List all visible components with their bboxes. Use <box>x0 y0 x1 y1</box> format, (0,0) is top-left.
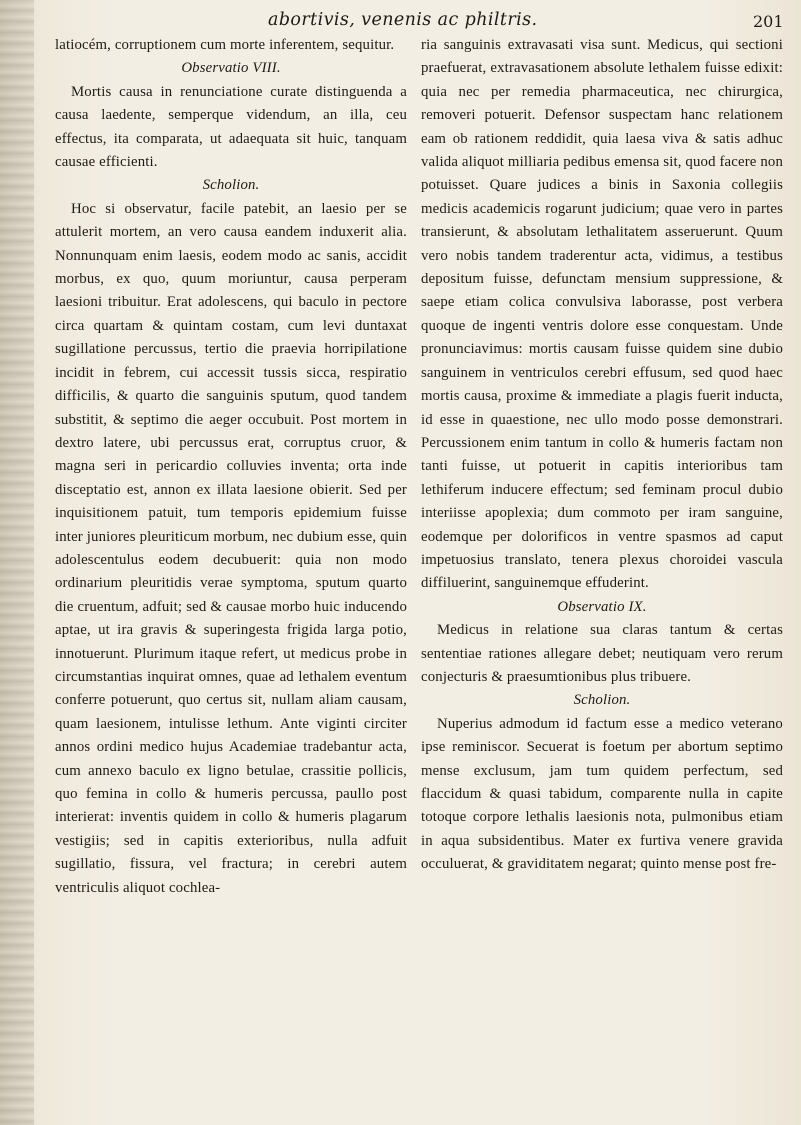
left-column <box>55 34 407 1119</box>
running-head-title: abortivis, venenis ac philtris. <box>268 10 538 30</box>
body-paragraph: Medicus in relatione sua claras tantum & certas sententiae rationes allegare debet; neutiquam vero rerum conjecturis & praesumtionibus plus tribuere. <box>421 622 783 685</box>
section-heading: Scholion. <box>573 692 631 709</box>
binding-gutter <box>0 0 34 1125</box>
body-paragraph: Mortis causa in renunciatione curate distinguenda a causa laedente, semperque videndum, an illa, ceu effectus, ita comparata, ut adaequata sit huic, tanquam causae efficienti. <box>55 83 407 171</box>
section-heading: Observatio VIII. <box>181 60 281 77</box>
body-paragraph: Hoc si observatur, facile patebit, an laesio per se attulerit mortem, an vero causa eandem induxerit alia. Nonnunquam enim laesis, eodem modo ac sanis, accidit morbus, ex quo, quum moriuntur, causa perperam laesioni tribuitur. Erat adolescens, qui baculo in pectore circa quartam & quintam costam, cum levi duntaxat sugillatione percussus, tertio die praevia horripilatione incidit in febrem, cui accessit tussis sicca, respiratio difficilis, & quarto die sanguinis sputum, quod tandem substitit, & septimo die aeger occubuit. Post mortem in dextro latere, ubi percussus erat, corruptus cruor, & magna seri in pericardio colluvies inventa; orta inde disceptatio est, annon ex illata laesione obierit. Sed per inquisitionem patuit, tum temporis epidemium fuisse inter juniores pleuriticum morbum, nec dubium esse, quin adolescentulus eodem decubuerit: quia non modo ordinarium pleuritidis verae symptoma, sputum quarto die cruentum, adfuit; sed & causae morbo huic inducendo aptae, ut ira gravis & superingesta frigida larga potio, innotuerunt. Plurimum itaque refert, ut medicus probe in circumstantias inquirat omnes, quae ad lethalem eventum conferre potuerunt, quo certus sit, nullam aliam causam, quam laesionem, intulisse lethum. Ante viginti circiter annos ordini medico hujus Academiae tradebantur acta, cum annexo baculo ex ligno betulae, crassitie pollicis, quo femina in collo & humeris percussa, paullo post interierat: inventis quidem in collo & humeris plagarum vestigiis; sed in capitis exterioribus, nulla adfuit sugillatio, fissura, vel fractura; in cerebri autem ventriculis aliquot cochlea- <box>55 200 407 896</box>
body-paragraph: ria sanguinis extravasati visa sunt. Medicus, qui sectioni praefuerat, extravasationem absolute lethalem fuisse edixit: quia nec per remedia pharmaceutica, nec chirurgica, removeri potuerit. Defensor suspectam hanc relationem eam ob rationem reddidit, quia laesa viva & satis adhuc valida aliquot milliaria pedibus emensa sit, quod facere non potuisset. Quare judices a binis in Saxonia collegiis medicis academicis rogarunt judicium; quae vero in partes transierunt, & absolutam lethalitatem asseruerunt. Quum vero nobis tandem traderentur acta, vidimus, a testibus depositum fuisse, defunctam mensium suppressione, & saepe etiam colica convulsiva laborasse, post verbera quoque de ingenti ventris dolore esse conquestam. Unde pronunciavimus: mortis causam fuisse quidem sine dubio sanguinem in ventriculos cerebri effusum, sed quod haec mortis causa, proxime & immediate a plagis fuerit inducta, id esse in quaestione, nec ullo modo posse demonstrari. Percussionem enim tantum in collo & humeris factam non tanti fuisse, ut potuerit in capitis interioribus tam lethiferum inducere effectum; sed feminam procul dubio interiisse apoplexia; dum commoto per iram sanguine, eodemque per dolorificos in ventre spasmos ad caput impetuosius translato, tenera plexus choroidei vascula diffiluerint, sanguinemque effuderint. <box>421 37 783 592</box>
right-column <box>421 34 783 1119</box>
body-paragraph: latiocém, corruptionem cum morte inferentem, sequitur. <box>55 37 395 53</box>
page-number: 201 <box>753 12 784 31</box>
running-head <box>0 6 801 36</box>
section-heading: Scholion. <box>202 177 260 194</box>
body-paragraph: Nuperius admodum id factum esse a medico veterano ipse reminiscor. Secuerat is foetum per abortum septimo mense exclusum, jam tum quidem perfectum, sed flaccidum & quasi tabidum, comparente nulla in capite totoque corpore lethalis laesionis nota, pulmonibus etiam in aqua subsidentibus. Mater ex furtiva venere gravida occuluerat, & graviditatem negarat; quinto mense post fre- <box>421 715 783 873</box>
section-heading: Observatio IX. <box>557 598 647 615</box>
